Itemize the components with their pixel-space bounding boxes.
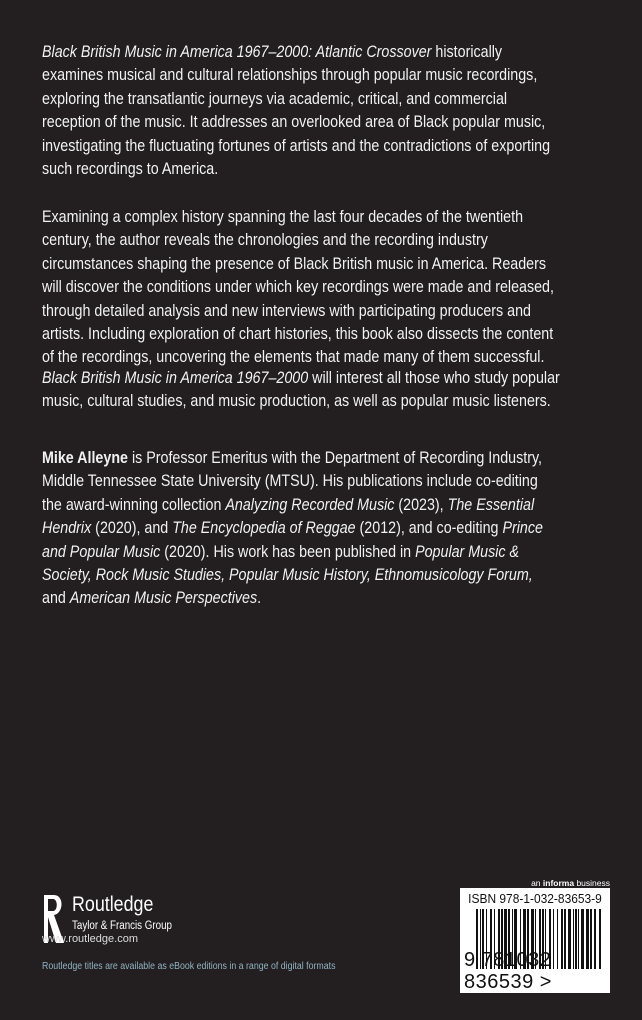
text-line [42, 322, 554, 345]
text-segment: the award-winning collection [42, 494, 226, 514]
text-segment: will discover the conditions under which key recordings were made and released, [42, 277, 554, 297]
text-line [42, 446, 543, 469]
text-segment: (2020), and [91, 518, 173, 538]
text-segment: investigating the fluctuating fortunes of artists and the contradictions of exporting [42, 135, 551, 155]
text-segment: such recordings to America. [42, 158, 219, 178]
informa-brand: informa [542, 878, 575, 888]
text-segment: reception of the music. It addresses an overlooked area of Black popular music, [42, 112, 546, 132]
barcode-digits: 9 781032 836539 > [464, 949, 552, 993]
text-line [42, 228, 554, 251]
italic-title: Analyzing Recorded Music [225, 494, 395, 514]
isbn-label: ISBN 978-1-032-83653-9 [468, 891, 602, 906]
informa-suffix: business [574, 878, 610, 888]
publisher-group: Taylor & Francis Group [72, 920, 172, 932]
text-segment: (2020). His work has been published in [160, 541, 416, 561]
text-segment: . [257, 588, 262, 608]
text-line [42, 516, 543, 539]
ebook-note: Routledge titles are available as eBook editions in a range of digital formats [42, 961, 336, 972]
italic-title: Popular Music & [415, 541, 520, 561]
italic-title: American Music Perspectives [69, 588, 258, 608]
description-paragraph-2 [42, 205, 642, 369]
italic-title: and Popular Music [42, 541, 161, 561]
text-segment: through detailed analysis and new interviews with participating producers and [42, 300, 531, 320]
publisher-url: www.routledge.com [42, 933, 138, 945]
text-line [42, 110, 550, 133]
text-segment: will interest all those who study popular [308, 368, 560, 387]
text-segment: (2012), and co-editing [355, 518, 503, 538]
text-segment: is Professor Emeritus with the Department of Recording Industry, [127, 448, 543, 467]
text-segment: and [42, 588, 70, 608]
text-segment: examines musical and cultural relationships through popular music recordings, [42, 65, 538, 85]
italic-title: Black British Music in America 1967–2000: Atlantic Crossover [42, 42, 432, 61]
italic-title: The Essential [447, 494, 535, 514]
italic-title: Black British Music in America 1967–2000 [42, 368, 309, 387]
text-line [42, 40, 550, 63]
text-segment: circumstances shaping the presence of Black British music in America. Readers [42, 253, 546, 273]
italic-title: Prince [502, 518, 543, 538]
text-line [42, 87, 550, 110]
text-segment: music, cultural studies, and music production, as well as popular music listeners. [42, 391, 551, 411]
text-line [42, 366, 560, 389]
text-line [42, 563, 543, 586]
text-segment: Examining a complex history spanning the last four decades of the twentieth [42, 207, 524, 226]
author-name: Mike Alleyne [42, 448, 128, 467]
text-segment: (2023), [394, 494, 448, 514]
description-paragraph-1 [42, 40, 642, 180]
text-segment: of the recordings, uncovering the elements that made many of them successful. [42, 347, 545, 367]
text-line [42, 493, 543, 516]
text-line [42, 299, 554, 322]
text-segment: Middle Tennessee State University (MTSU). His publications include co-editing [42, 471, 538, 491]
text-line [42, 389, 560, 412]
text-line [42, 134, 550, 157]
text-line [42, 540, 543, 563]
text-line [42, 586, 543, 609]
publisher-name: Routledge [72, 893, 154, 916]
text-line [42, 275, 554, 298]
informa-tagline [531, 878, 610, 888]
text-segment: historically [431, 42, 503, 61]
isbn-barcode [460, 888, 610, 993]
text-line [42, 469, 543, 492]
text-line [42, 157, 550, 180]
description-paragraph-3 [42, 366, 642, 413]
text-line [42, 252, 554, 275]
italic-title: Society, Rock Music Studies, Popular Music History, Ethnomusicology Forum, [42, 564, 533, 584]
text-segment: exploring the transatlantic journeys via academic, critical, and commercial [42, 88, 508, 108]
text-segment: century, the author reveals the chronologies and the recording industry [42, 230, 488, 250]
italic-title: The Encyclopedia of Reggae [172, 518, 356, 538]
informa-prefix: an [531, 878, 543, 888]
text-line [42, 63, 550, 86]
author-bio [42, 446, 638, 610]
italic-title: Hendrix [42, 518, 92, 538]
text-segment: artists. Including exploration of chart histories, this book also dissects the content [42, 323, 554, 343]
text-line [42, 205, 554, 228]
